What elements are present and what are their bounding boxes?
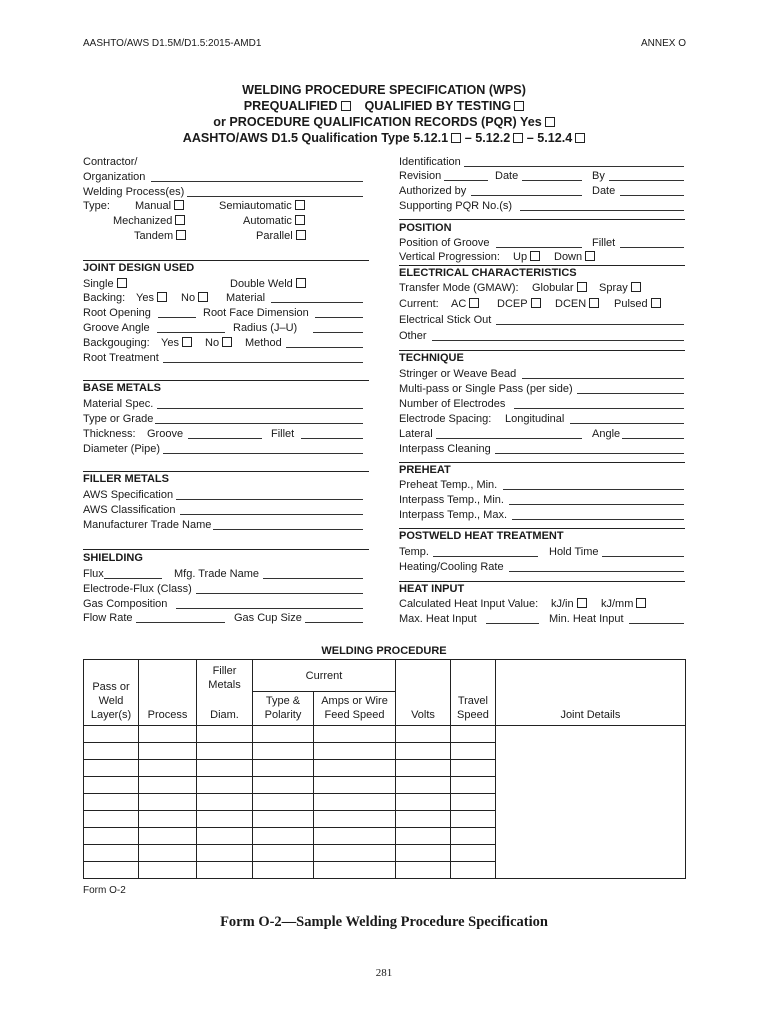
gas-cup-field[interactable] <box>305 622 363 623</box>
manual-checkbox[interactable] <box>174 200 184 210</box>
table-cell[interactable] <box>139 794 197 811</box>
lateral-label: Lateral <box>399 428 433 440</box>
dcep-checkbox[interactable] <box>531 298 541 308</box>
table-cell[interactable] <box>197 726 253 743</box>
root-treatment-field[interactable] <box>163 362 363 363</box>
table-cell[interactable] <box>253 743 314 760</box>
table-cell[interactable] <box>139 777 197 794</box>
table-cell[interactable] <box>314 760 396 777</box>
table-cell[interactable] <box>314 845 396 862</box>
form-title <box>0 82 768 146</box>
revision-date-label: Date <box>495 170 519 182</box>
mfg-trade-label: Mfg. Trade Name <box>174 568 259 580</box>
position-groove-label: Position of Groove <box>399 237 490 249</box>
pulsed-option: Pulsed <box>614 298 661 311</box>
material-field[interactable] <box>271 302 363 303</box>
spray-option: Spray <box>599 282 641 295</box>
table-cell[interactable] <box>253 760 314 777</box>
authorized-date-field[interactable] <box>620 195 684 196</box>
type-grade-label: Type or Grade <box>83 413 154 425</box>
table-cell[interactable] <box>253 811 314 828</box>
prequalified-checkbox[interactable] <box>341 101 351 111</box>
interpass-min-field[interactable] <box>509 504 684 505</box>
section-divider <box>83 549 369 550</box>
table-cell[interactable] <box>84 811 139 828</box>
authorized-date-label: Date <box>592 185 616 197</box>
interpass-max-label: Interpass Temp., Max. <box>399 509 508 521</box>
kjmm-option: kJ/mm <box>601 598 646 611</box>
position-groove-field[interactable] <box>496 247 582 248</box>
backing-yes-option: Yes <box>136 292 167 305</box>
interpass-max-field[interactable] <box>512 519 684 520</box>
table-cell[interactable] <box>451 777 496 794</box>
gas-composition-field[interactable] <box>176 608 363 609</box>
down-option: Down <box>554 251 595 264</box>
authorized-label: Authorized by <box>399 185 467 197</box>
col-header-type: Type & Polarity <box>253 692 314 726</box>
table-cell[interactable] <box>451 760 496 777</box>
backing-yes-checkbox[interactable] <box>157 292 167 302</box>
table-cell[interactable] <box>396 862 451 879</box>
contractor-label: Contractor/ <box>83 156 138 168</box>
table-cell[interactable] <box>253 862 314 879</box>
flow-rate-label: Flow Rate <box>83 612 133 624</box>
type-5124-checkbox[interactable] <box>575 133 585 143</box>
revision-label: Revision <box>399 170 442 182</box>
aws-spec-field[interactable] <box>176 499 363 500</box>
aws-spec-label: AWS Specification <box>83 489 174 501</box>
supporting-pqr-label: Supporting PQR No.(s) <box>399 200 513 212</box>
stickout-label: Electrical Stick Out <box>399 314 492 326</box>
col-header-filler: Filler Metals <box>197 660 253 692</box>
other-label: Other <box>399 330 427 342</box>
interpass-cleaning-field[interactable] <box>495 453 684 454</box>
section-divider <box>399 581 685 582</box>
thickness-groove-label: Groove <box>147 428 184 440</box>
vertical-progression-label: Vertical Progression: <box>399 251 500 263</box>
dcen-checkbox[interactable] <box>589 298 599 308</box>
authorized-field[interactable] <box>471 195 582 196</box>
revision-date-field[interactable] <box>522 180 582 181</box>
table-cell[interactable] <box>314 862 396 879</box>
material-spec-label: Material Spec. <box>83 398 154 410</box>
dcen-option: DCEN <box>555 298 599 311</box>
table-row <box>84 726 686 743</box>
double-weld-option: Double Weld <box>230 278 306 291</box>
pulsed-checkbox[interactable] <box>651 298 661 308</box>
globular-option: Globular <box>532 282 587 295</box>
heating-rate-field[interactable] <box>509 571 684 572</box>
table-cell[interactable] <box>139 760 197 777</box>
table-cell[interactable] <box>314 828 396 845</box>
electrode-flux-field[interactable] <box>196 593 363 594</box>
min-heat-field[interactable] <box>629 623 684 624</box>
num-electrodes-field[interactable] <box>514 408 684 409</box>
root-opening-label: Root Opening <box>83 307 151 319</box>
table-cell[interactable] <box>451 726 496 743</box>
col-header-joint: Joint Details <box>495 660 685 726</box>
electrode-flux-label: Electrode-Flux (Class) <box>83 583 192 595</box>
position-fillet-field[interactable] <box>620 247 684 248</box>
backgouging-no-checkbox[interactable] <box>222 337 232 347</box>
up-option: Up <box>513 251 540 264</box>
table-cell[interactable] <box>451 811 496 828</box>
method-field[interactable] <box>286 347 363 348</box>
diameter-field[interactable] <box>163 453 363 454</box>
table-cell[interactable] <box>253 845 314 862</box>
current-label: Current: <box>399 298 439 310</box>
kjin-checkbox[interactable] <box>577 598 587 608</box>
kjmm-checkbox[interactable] <box>636 598 646 608</box>
pqr-yes-checkbox[interactable] <box>545 117 555 127</box>
multipass-label: Multi-pass or Single Pass (per side) <box>399 383 573 395</box>
section-divider <box>83 260 369 261</box>
material-spec-field[interactable] <box>157 408 363 409</box>
mechanized-checkbox[interactable] <box>175 215 185 225</box>
ac-checkbox[interactable] <box>469 298 479 308</box>
root-face-field[interactable] <box>315 317 363 318</box>
table-cell[interactable] <box>139 811 197 828</box>
table-cell[interactable] <box>314 811 396 828</box>
tandem-option: Tandem <box>134 230 186 243</box>
table-cell[interactable] <box>396 726 451 743</box>
welding-procedure-title: WELDING PROCEDURE <box>321 645 447 657</box>
type-5122-checkbox[interactable] <box>513 133 523 143</box>
page-number: 281 <box>375 967 393 979</box>
angle-field[interactable] <box>622 438 684 439</box>
table-cell[interactable] <box>84 743 139 760</box>
type-label: Type: <box>83 200 110 212</box>
heating-rate-label: Heating/Cooling Rate <box>399 561 504 573</box>
gas-composition-label: Gas Composition <box>83 598 168 610</box>
type-grade-field[interactable] <box>155 423 363 424</box>
spray-checkbox[interactable] <box>631 282 641 292</box>
preheat-min-label: Preheat Temp., Min. <box>399 479 498 491</box>
backgouging-no-option: No <box>205 337 232 350</box>
thickness-fillet-label: Fillet <box>271 428 295 440</box>
table-cell[interactable] <box>396 777 451 794</box>
table-cell[interactable] <box>451 845 496 862</box>
position-fillet-label: Fillet <box>592 237 616 249</box>
table-cell[interactable] <box>396 828 451 845</box>
thickness-label: Thickness: <box>83 428 136 440</box>
supporting-pqr-field[interactable] <box>520 210 684 211</box>
down-checkbox[interactable] <box>585 251 595 261</box>
table-cell[interactable] <box>253 726 314 743</box>
col-header-diam: Diam. <box>197 692 253 726</box>
backing-label: Backing: <box>83 292 126 304</box>
other-field[interactable] <box>432 340 684 341</box>
multipass-field[interactable] <box>577 393 684 394</box>
table-cell[interactable] <box>396 743 451 760</box>
title-line-1: WELDING PROCEDURE SPECIFICATION (WPS) <box>242 83 526 97</box>
table-cell[interactable] <box>396 794 451 811</box>
table-cell[interactable] <box>84 760 139 777</box>
col-header-process: Process <box>139 660 197 726</box>
table-cell[interactable] <box>139 726 197 743</box>
aws-class-label: AWS Classification <box>83 504 176 516</box>
section-divider <box>83 471 369 472</box>
document-header-right: ANNEX O <box>641 38 687 49</box>
preheat-min-field[interactable] <box>503 489 684 490</box>
col-header-pass: Pass or Weld Layer(s) <box>84 660 139 726</box>
table-cell[interactable] <box>314 777 396 794</box>
longitudinal-field[interactable] <box>570 423 684 424</box>
flow-rate-field[interactable] <box>136 622 225 623</box>
welding-procedure-table <box>83 659 686 879</box>
longitudinal-label: Longitudinal <box>505 413 565 425</box>
by-label: By <box>592 170 605 182</box>
backing-no-checkbox[interactable] <box>198 292 208 302</box>
radius-label: Radius (J–U) <box>233 322 298 334</box>
pwht-temp-field[interactable] <box>433 556 538 557</box>
table-cell[interactable] <box>139 828 197 845</box>
table-cell[interactable] <box>314 743 396 760</box>
joint-details-cell[interactable] <box>495 726 685 879</box>
interpass-cleaning-label: Interpass Cleaning <box>399 443 491 455</box>
section-divider <box>399 462 685 463</box>
position-heading: POSITION <box>399 222 452 234</box>
joint-design-heading: JOINT DESIGN USED <box>83 262 195 274</box>
table-cell[interactable] <box>197 811 253 828</box>
stringer-label: Stringer or Weave Bead <box>399 368 517 380</box>
semiautomatic-checkbox[interactable] <box>295 200 305 210</box>
max-heat-label: Max. Heat Input <box>399 613 477 625</box>
transfer-mode-label: Transfer Mode (GMAW): <box>399 282 519 294</box>
backgouging-yes-checkbox[interactable] <box>182 337 192 347</box>
hold-time-field[interactable] <box>602 556 684 557</box>
pwht-temp-label: Temp. <box>399 546 429 558</box>
section-divider <box>399 350 685 351</box>
title-line-3: or PROCEDURE QUALIFICATION RECORDS (PQR) Yes <box>0 114 768 130</box>
table-cell[interactable] <box>197 794 253 811</box>
up-checkbox[interactable] <box>530 251 540 261</box>
col-header-current: Current <box>253 660 396 692</box>
material-label: Material <box>226 292 266 304</box>
table-cell[interactable] <box>396 760 451 777</box>
radius-field[interactable] <box>313 332 363 333</box>
table-cell[interactable] <box>84 794 139 811</box>
table-cell[interactable] <box>84 726 139 743</box>
organization-label: Organization <box>83 171 146 183</box>
title-line-4: AASHTO/AWS D1.5 Qualification Type 5.12.1 – 5.12.2 – 5.12.4 <box>0 130 768 146</box>
semiautomatic-option: Semiautomatic <box>219 200 305 213</box>
groove-angle-label: Groove Angle <box>83 322 150 334</box>
by-field[interactable] <box>609 180 684 181</box>
technique-heading: TECHNIQUE <box>399 352 464 364</box>
backgouging-label: Backgouging: <box>83 337 150 349</box>
flux-label: Flux <box>83 568 104 580</box>
filler-metals-heading: FILLER METALS <box>83 473 169 485</box>
table-cell[interactable] <box>253 828 314 845</box>
table-cell[interactable] <box>139 845 197 862</box>
identification-label: Identification <box>399 156 461 168</box>
electrical-heading: ELECTRICAL CHARACTERISTICS <box>399 267 577 279</box>
table-cell[interactable] <box>139 743 197 760</box>
table-cell[interactable] <box>197 743 253 760</box>
manual-option: Manual <box>135 200 184 213</box>
double-weld-checkbox[interactable] <box>296 278 306 288</box>
root-face-label: Root Face Dimension <box>203 307 309 319</box>
mfg-trade-field[interactable] <box>263 578 363 579</box>
parallel-option: Parallel <box>256 230 306 243</box>
diameter-label: Diameter (Pipe) <box>83 443 161 455</box>
welding-process-field[interactable] <box>187 196 363 197</box>
table-cell[interactable] <box>451 743 496 760</box>
manufacturer-field[interactable] <box>213 529 363 530</box>
table-cell[interactable] <box>139 862 197 879</box>
heat-input-heading: HEAT INPUT <box>399 583 465 595</box>
aws-class-field[interactable] <box>180 514 363 515</box>
table-cell[interactable] <box>451 862 496 879</box>
root-treatment-label: Root Treatment <box>83 352 159 364</box>
tandem-checkbox[interactable] <box>176 230 186 240</box>
title-line-2: PREQUALIFIED QUALIFIED BY TESTING <box>0 98 768 114</box>
table-cell[interactable] <box>197 828 253 845</box>
ac-option: AC <box>451 298 479 311</box>
organization-field[interactable] <box>151 181 363 182</box>
preheat-heading: PREHEAT <box>399 464 451 476</box>
manufacturer-label: Manufacturer Trade Name <box>83 519 212 531</box>
col-header-volts: Volts <box>396 660 451 726</box>
figure-caption: Form O-2—Sample Welding Procedure Specification <box>220 914 548 930</box>
backgouging-yes-option: Yes <box>161 337 192 350</box>
section-divider <box>399 528 685 529</box>
qualified-by-testing-checkbox[interactable] <box>514 101 524 111</box>
hold-time-label: Hold Time <box>549 546 599 558</box>
section-divider <box>399 265 685 266</box>
col-header-travel: Travel Speed <box>451 660 496 726</box>
thickness-groove-field[interactable] <box>188 438 262 439</box>
table-cell[interactable] <box>451 828 496 845</box>
identification-field[interactable] <box>464 166 684 167</box>
document-header-left: AASHTO/AWS D1.5M/D1.5:2015-AMD1 <box>83 38 262 49</box>
angle-label: Angle <box>592 428 621 440</box>
method-label: Method <box>245 337 282 349</box>
table-cell[interactable] <box>451 794 496 811</box>
table-cell[interactable] <box>84 777 139 794</box>
automatic-option: Automatic <box>243 215 305 228</box>
section-divider <box>83 380 369 381</box>
table-cell[interactable] <box>84 828 139 845</box>
min-heat-label: Min. Heat Input <box>549 613 624 625</box>
dcep-option: DCEP <box>497 298 541 311</box>
table-cell[interactable] <box>253 794 314 811</box>
groove-angle-field[interactable] <box>157 332 225 333</box>
max-heat-field[interactable] <box>486 623 539 624</box>
table-cell[interactable] <box>396 811 451 828</box>
table-cell[interactable] <box>197 845 253 862</box>
root-opening-field[interactable] <box>158 317 196 318</box>
automatic-checkbox[interactable] <box>295 215 305 225</box>
single-option: Single <box>83 278 127 291</box>
thickness-fillet-field[interactable] <box>301 438 363 439</box>
flux-field[interactable] <box>104 578 162 579</box>
lateral-field[interactable] <box>436 438 582 439</box>
table-cell[interactable] <box>197 777 253 794</box>
table-cell[interactable] <box>84 862 139 879</box>
table-cell[interactable] <box>197 760 253 777</box>
table-cell[interactable] <box>253 777 314 794</box>
stickout-field[interactable] <box>496 324 684 325</box>
kjin-option: kJ/in <box>551 598 587 611</box>
mechanized-option: Mechanized <box>113 215 185 228</box>
num-electrodes-label: Number of Electrodes <box>399 398 506 410</box>
table-cell[interactable] <box>396 845 451 862</box>
backing-no-option: No <box>181 292 208 305</box>
parallel-checkbox[interactable] <box>296 230 306 240</box>
single-checkbox[interactable] <box>117 278 127 288</box>
col-header-amps: Amps or Wire Feed Speed <box>314 692 396 726</box>
globular-checkbox[interactable] <box>577 282 587 292</box>
form-label: Form O-2 <box>83 885 126 896</box>
welding-process-label: Welding Process(es) <box>83 186 185 198</box>
section-divider <box>399 219 685 220</box>
table-cell[interactable] <box>314 794 396 811</box>
interpass-min-label: Interpass Temp., Min. <box>399 494 504 506</box>
electrode-spacing-label: Electrode Spacing: <box>399 413 492 425</box>
gas-cup-label: Gas Cup Size <box>234 612 302 624</box>
base-metals-heading: BASE METALS <box>83 382 162 394</box>
table-cell[interactable] <box>197 862 253 879</box>
shielding-heading: SHIELDING <box>83 552 143 564</box>
stringer-field[interactable] <box>522 378 684 379</box>
calc-heat-label: Calculated Heat Input Value: <box>399 598 539 610</box>
table-cell[interactable] <box>314 726 396 743</box>
pwht-heading: POSTWELD HEAT TREATMENT <box>399 530 564 542</box>
revision-field[interactable] <box>444 180 488 181</box>
type-5121-checkbox[interactable] <box>451 133 461 143</box>
table-cell[interactable] <box>84 845 139 862</box>
